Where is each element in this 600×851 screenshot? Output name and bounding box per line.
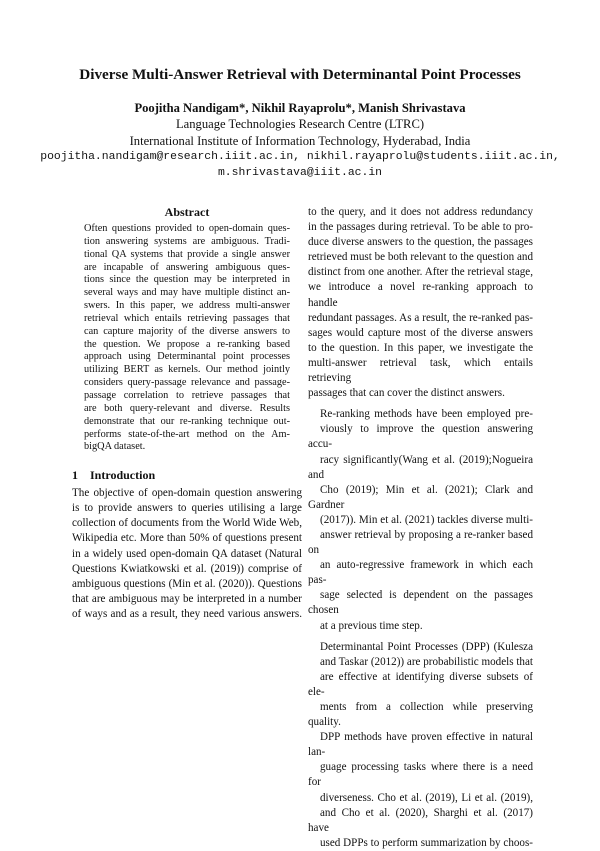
body-line: to the query, and it does not address redundancy: [308, 206, 533, 218]
left-column: [72, 205, 302, 622]
body-line: DPP methods have proven effective in natural lan-: [308, 731, 533, 759]
abstract-line: bigQA dataset.: [84, 441, 146, 453]
body-line: answer retrieval by proposing a re-ranker based on: [308, 528, 533, 557]
body-line: an auto-regressive framework in which each pas-: [308, 559, 533, 587]
body-line: Determinantal Point Processes (DPP) (Kulesza: [320, 640, 533, 653]
intro-line: The objective of open-domain question answering: [72, 487, 302, 500]
abstract-body: [84, 223, 290, 454]
intro-line: of ways and as a result, they need various answers.: [72, 607, 302, 620]
body-line: ments from a collection while preserving quality.: [308, 701, 533, 729]
introduction-paragraph: [72, 486, 302, 622]
body-line: we introduce a novel re-ranking approach to handle: [308, 281, 533, 309]
author-names: Poojitha Nandigam*, Nikhil Rayaprolu*, Manish Shrivastava: [134, 101, 466, 115]
author-block: [0, 100, 600, 181]
right-paragraph-3: [308, 640, 533, 851]
paper-title: Diverse Multi-Answer Retrieval with Determinantal Point Processes: [79, 66, 521, 83]
author-emails-2: m.shrivastava@iiit.ac.in: [217, 167, 383, 180]
abstract-line: retrieval which entails retrieving passages that: [84, 312, 290, 324]
affiliation-institute: International Institute of Information Technology, Hyderabad, India: [129, 133, 471, 148]
body-line: and Taskar (2012)) are probabilistic models that: [320, 655, 533, 668]
abstract-heading: Abstract: [164, 205, 210, 219]
intro-line: is to provide answers to queries utilising a large: [72, 502, 302, 515]
intro-line: Wikipedia etc. More than 50% of questions present: [72, 532, 302, 545]
abstract-line: tional QA systems that provide a single answer: [84, 248, 290, 260]
abstract-line: several ways and may have multiple distinct an-: [84, 287, 290, 299]
body-line: viously to improve the question answering accu-: [308, 423, 533, 451]
abstract-line: the question. We propose a re-ranking based: [84, 338, 290, 350]
abstract-line: swers. In this paper, we address multi-answer: [84, 300, 290, 312]
body-line: retrieved must be both relevant to the question and: [308, 251, 533, 264]
body-line: to the question. In this paper, we investigate the: [308, 341, 533, 354]
body-line: Re-ranking methods have been employed pre-: [320, 408, 533, 421]
body-line: sages would capture most of the diverse answers: [308, 326, 533, 339]
abstract-line: passage correlation to retrieve passages that: [84, 389, 290, 401]
intro-line: that are ambiguous may be interpreted in a number: [72, 592, 302, 605]
body-line: redundant passages. As a result, the re-ranked pas-: [308, 311, 533, 324]
author-emails-1: poojitha.nandigam@research.iiit.ac.in, nikhil.rayaprolu@students.iiit.ac.in,: [40, 150, 560, 163]
abstract-line: considers query-passage relevance and passage-: [84, 377, 290, 389]
body-line: duce diverse answers to the question, the passages: [308, 236, 533, 249]
right-column: [308, 205, 533, 851]
abstract-line: are both query-relevant and diverse. Results: [84, 402, 290, 414]
abstract-line: tion answering systems are ambiguous. Tradi-: [84, 235, 290, 247]
abstract-line: can capture majority of the diverse answers to: [84, 325, 290, 337]
body-line: multi-answer retrieval task, which entails retrieving: [308, 356, 533, 385]
body-line: racy significantly(Wang et al. (2019);Nogueira and: [308, 453, 533, 481]
abstract-line: approach using Determinantal point processes: [84, 351, 290, 363]
intro-line: Questions Kwiatkowski et al. (2019)) comprise of: [72, 562, 302, 575]
body-line: diverseness. Cho et al. (2019), Li et al. (2019),: [320, 791, 533, 804]
abstract-line: tions since the question may be interpreted in: [84, 274, 290, 286]
body-line: at a previous time step.: [320, 619, 423, 632]
section-number: 1: [72, 468, 78, 483]
body-line: in the passages during retrieval. To be able to pro-: [308, 221, 533, 234]
body-line: and Cho et al. (2020), Sharghi et al. (2017) have: [308, 806, 533, 834]
body-line: passages that can cover the distinct answers.: [308, 387, 505, 400]
abstract-line: demonstrate that our re-ranking technique out-: [84, 415, 290, 427]
intro-line: ambiguous questions (Min et al. (2020)). Questions: [72, 577, 302, 590]
intro-line: collection of documents from the World Wide Web,: [72, 517, 302, 530]
body-line: Cho (2019); Min et al. (2021); Clark and Gardner: [308, 483, 533, 511]
body-line: are effective at identifying diverse subsets of ele-: [308, 670, 533, 698]
abstract-line: utilizing BERT as kernels. Our method jointly: [84, 364, 290, 376]
body-line: sage selected is dependent on the passages chosen: [308, 589, 533, 617]
body-line: distinct from one another. After the retrieval stage,: [308, 266, 533, 279]
abstract-line: performs state-of-the-art method on the Am-: [84, 428, 290, 440]
abstract-line: Often questions provided to open-domain ques-: [84, 223, 290, 234]
abstract-line: are incapable of answering ambiguous ques-: [84, 261, 290, 273]
body-line: used DPPs to perform summarization by choos-: [320, 836, 533, 849]
section-heading-introduction: [72, 468, 302, 482]
body-line: (2017)). Min et al. (2021) tackles diverse multi-: [320, 513, 533, 526]
affiliation-lab: Language Technologies Research Centre (LTRC): [175, 117, 425, 132]
section-title: Introduction: [90, 468, 156, 483]
right-paragraph-1: [308, 205, 533, 401]
body-line: guage processing tasks where there is a need for: [308, 761, 533, 789]
intro-line: in a widely used open-domain QA dataset (Natural: [72, 547, 302, 560]
